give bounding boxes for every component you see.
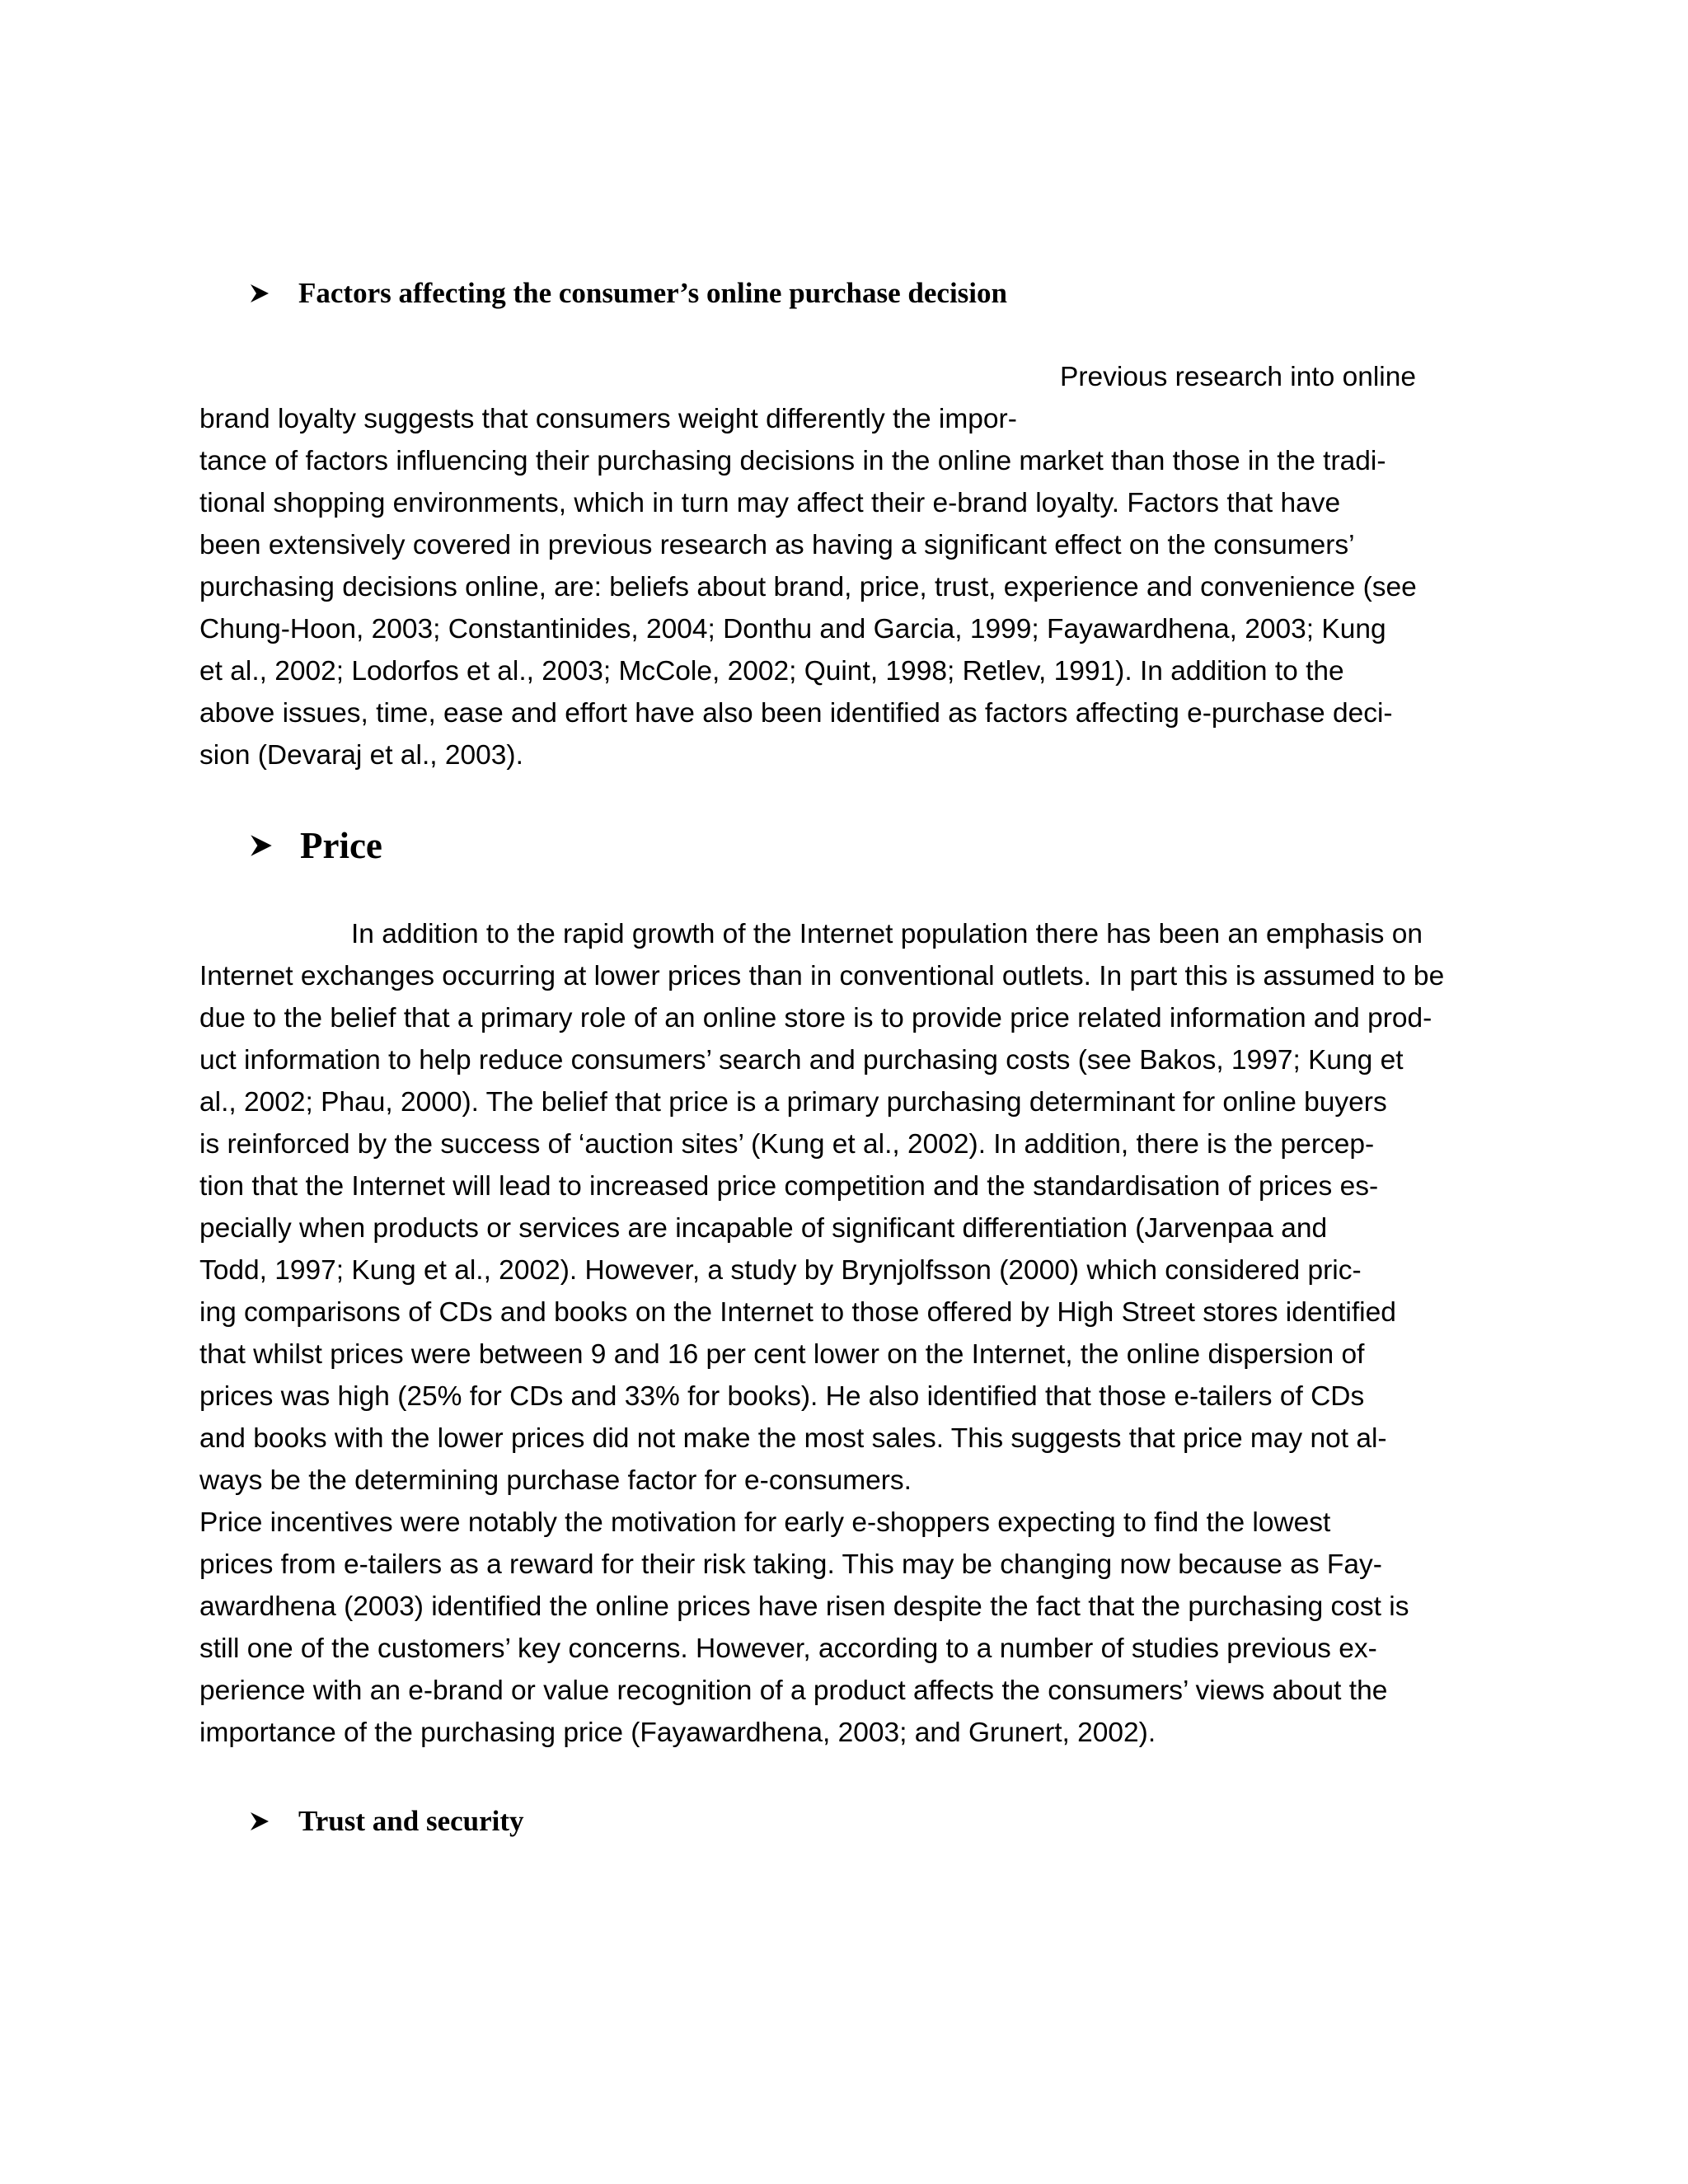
- paragraph-line: pecially when products or services are incapable of significant differentiation (Jarvenpaa and: [199, 1213, 1328, 1244]
- paragraph-line: tional shopping environments, which in turn may affect their e-brand loyalty. Factors that have: [199, 488, 1341, 518]
- paragraph-line: et al., 2002; Lodorfos et al., 2003; McCole, 2002; Quint, 1998; Retlev, 1991). In addition to the: [199, 656, 1344, 687]
- paragraph-line: tion that the Internet will lead to increased price competition and the standardisation of prices es-: [199, 1171, 1379, 1202]
- paragraph-line: ing comparisons of CDs and books on the Internet to those offered by High Street stores identified: [199, 1297, 1396, 1328]
- paragraph-line: perience with an e-brand or value recognition of a product affects the consumers’ views about the: [199, 1675, 1388, 1706]
- paragraph-line: is reinforced by the success of ‘auction sites’ (Kung et al., 2002). In addition, there is the percep-: [199, 1129, 1375, 1160]
- paragraph-line: In addition to the rapid growth of the Internet population there has been an emphasis on: [351, 919, 1423, 949]
- paragraph-line: been extensively covered in previous research as having a significant effect on the consumers’: [199, 530, 1355, 560]
- heading-text: Trust and security: [298, 1805, 524, 1837]
- paragraph-line: tance of factors influencing their purchasing decisions in the online market than those in the tradi-: [199, 446, 1386, 476]
- arrowhead-bullet-icon: [249, 833, 274, 858]
- heading-text: Factors affecting the consumer’s online purchase decision: [298, 277, 1007, 309]
- paragraph-line: that whilst prices were between 9 and 16 per cent lower on the Internet, the online dispersion of: [199, 1339, 1365, 1370]
- paragraph-line: above issues, time, ease and effort have also been identified as factors affecting e-purchase deci-: [199, 698, 1393, 729]
- section-heading-trust: [249, 1805, 524, 1838]
- paragraph-line: Price incentives were notably the motivation for early e-shoppers expecting to find the lowest: [199, 1507, 1331, 1538]
- paragraph-line: still one of the customers’ key concerns. However, according to a number of studies previous ex-: [199, 1633, 1377, 1664]
- section-heading-factors: [249, 277, 1007, 310]
- paragraph-line: uct information to help reduce consumers’ search and purchasing costs (see Bakos, 1997; Kung et: [199, 1045, 1404, 1076]
- paragraph-line: importance of the purchasing price (Fayawardhena, 2003; and Grunert, 2002).: [199, 1718, 1156, 1748]
- arrowhead-bullet-icon: [249, 283, 270, 304]
- paragraph-line: purchasing decisions online, are: beliefs about brand, price, trust, experience and convenience (see: [199, 572, 1417, 602]
- paragraph-line: al., 2002; Phau, 2000). The belief that price is a primary purchasing determinant for online buyers: [199, 1087, 1387, 1118]
- heading-text: Price: [300, 825, 382, 866]
- paragraph-line: and books with the lower prices did not make the most sales. This suggests that price may not al-: [199, 1423, 1387, 1454]
- paragraph-line: prices was high (25% for CDs and 33% for books). He also identified that those e-tailers of CDs: [199, 1381, 1365, 1412]
- paragraph-line: brand loyalty suggests that consumers weight differently the impor-: [199, 404, 1017, 434]
- paragraph-line: awardhena (2003) identified the online prices have risen despite the fact that the purchasing cost is: [199, 1591, 1409, 1622]
- paragraph-line: sion (Devaraj et al., 2003).: [199, 740, 523, 771]
- paragraph-line: Chung-Hoon, 2003; Constantinides, 2004; Donthu and Garcia, 1999; Fayawardhena, 2003; Kung: [199, 614, 1386, 644]
- paragraph-line: Todd, 1997; Kung et al., 2002). However, a study by Brynjolfsson (2000) which considered pric-: [199, 1255, 1362, 1286]
- paragraph-line: prices from e-tailers as a reward for their risk taking. This may be changing now because as Fay-: [199, 1549, 1382, 1580]
- paragraph-line: Previous research into online: [1060, 362, 1417, 392]
- arrowhead-bullet-icon: [249, 1811, 270, 1832]
- section-heading-price: [249, 824, 382, 867]
- paragraph-line: ways be the determining purchase factor for e-consumers.: [199, 1465, 912, 1496]
- paragraph-line: due to the belief that a primary role of an online store is to provide price related information and prod-: [199, 1003, 1432, 1033]
- paragraph-line: Internet exchanges occurring at lower prices than in conventional outlets. In part this is assumed to be: [199, 961, 1445, 991]
